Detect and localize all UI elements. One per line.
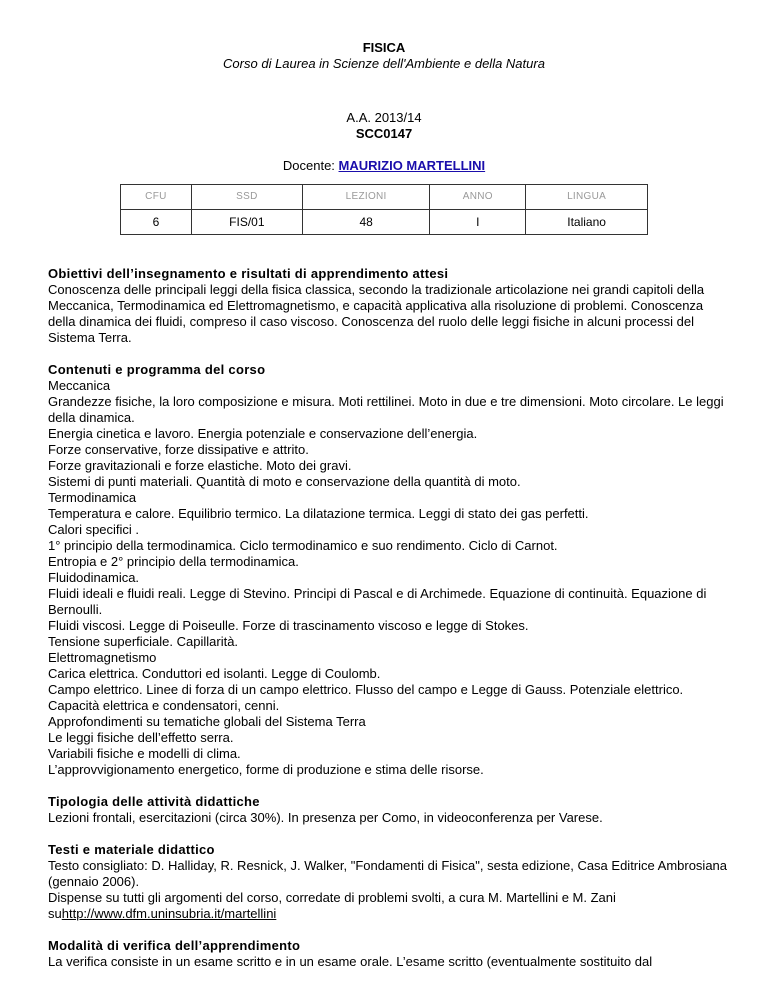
course-content: [48, 266, 728, 986]
section-tipologia: [48, 794, 728, 826]
section-verifica: [48, 938, 728, 970]
section-title: Modalità di verifica dell’apprendimento: [48, 938, 301, 953]
header-ssd: SSD: [191, 185, 302, 210]
section-body: [48, 378, 728, 778]
course-info-table: [120, 184, 648, 235]
section-title: Obiettivi dell’insegnamento e risultati di apprendimento attesi: [48, 266, 449, 281]
info-header-row: [121, 185, 648, 210]
program-line: Forze gravitazionali e forze elastiche. Moto dei gravi.: [48, 458, 352, 473]
section-text: Conoscenza delle principali leggi della fisica classica, secondo la tradizionale articolazione nei grandi capitoli della Meccanica, Termodinamica ed Elettromagnetismo, e capacità applicativa alla risoluzione di problemi. Conoscenza della dinamica dei fluidi, compreso il caso viscoso. Conoscenza del ruolo delle leggi fisiche in alcuni processi del Sistema Terra.: [48, 282, 705, 345]
docente-label: Docente:: [282, 158, 339, 173]
course-subtitle: Corso di Laurea in Scienze dell'Ambiente e della Natura: [223, 56, 545, 71]
header-cfu: CFU: [121, 185, 192, 210]
program-line: Meccanica: [48, 378, 111, 393]
program-line: Calori specifici .: [48, 522, 140, 537]
header-anno: ANNO: [430, 185, 526, 210]
section-text: Lezioni frontali, esercitazioni (circa 30%). In presenza per Como, in videoconferenza per Varese.: [48, 810, 603, 825]
program-line: Campo elettrico. Linee di forza di un campo elettrico. Flusso del campo e Legge di Gauss. Potenziale elettrico.: [48, 682, 684, 697]
header-lezioni: LEZIONI: [302, 185, 429, 210]
program-line: Forze conservative, forze dissipative e attrito.: [48, 442, 309, 457]
program-line: Fluidi ideali e fluidi reali. Legge di Stevino. Principi di Pascal e di Archimede. Equazione di continuità. Equazione di Bernoulli.: [48, 586, 707, 617]
section-title: Testi e materiale didattico: [48, 842, 215, 857]
martellini-link[interactable]: http://www.dfm.uninsubria.it/martellini: [61, 906, 277, 921]
program-line: Tensione superficiale. Capillarità.: [48, 634, 239, 649]
section-obiettivi: [48, 266, 728, 346]
section-text-link-line: [48, 890, 728, 922]
program-line: Fluidi viscosi. Legge di Poiseulle. Forze di trascinamento viscoso e legge di Stokes.: [48, 618, 529, 633]
program-line: Termodinamica: [48, 490, 137, 505]
course-meta: [0, 110, 768, 142]
program-line: Capacità elettrica e condensatori, cenni.: [48, 698, 280, 713]
section-title: Tipologia delle attività didattiche: [48, 794, 260, 809]
section-title: Contenuti e programma del corso: [48, 362, 266, 377]
program-line: Carica elettrica. Conduttori ed isolanti. Legge di Coulomb.: [48, 666, 381, 681]
program-line: Temperatura e calore. Equilibrio termico. La dilatazione termica. Leggi di stato dei gas perfetti.: [48, 506, 589, 521]
value-cfu: 6: [121, 210, 192, 235]
header-lingua: LINGUA: [526, 185, 648, 210]
value-lezioni: 48: [302, 210, 429, 235]
academic-year: A.A. 2013/14: [346, 110, 422, 125]
section-text: Dispense su tutti gli argomenti del corso, corredate di problemi svolti, a cura M. Martellini e M. Zani su: [48, 890, 616, 921]
info-value-row: [121, 210, 648, 235]
course-header: [0, 40, 768, 72]
program-line: Energia cinetica e lavoro. Energia potenziale e conservazione dell’energia.: [48, 426, 478, 441]
course-code: SCC0147: [355, 126, 413, 141]
section-text: La verifica consiste in un esame scritto e in un esame orale. L’esame scritto (eventualmente sostituito dal: [48, 954, 653, 969]
value-lingua: Italiano: [526, 210, 648, 235]
value-ssd: FIS/01: [191, 210, 302, 235]
course-title: FISICA: [362, 40, 406, 55]
program-line: Variabili fisiche e modelli di clima.: [48, 746, 241, 761]
docente-line: [0, 158, 768, 174]
program-line: Fluidodinamica.: [48, 570, 140, 585]
program-line: Sistemi di punti materiali. Quantità di moto e conservazione della quantità di moto.: [48, 474, 521, 489]
value-anno: I: [430, 210, 526, 235]
section-testi: [48, 842, 728, 922]
program-line: Entropia e 2° principio della termodinamica.: [48, 554, 299, 569]
program-line: Elettromagnetismo: [48, 650, 157, 665]
program-line: Approfondimenti su tematiche globali del Sistema Terra: [48, 714, 366, 729]
program-line: 1° principio della termodinamica. Ciclo termodinamico e suo rendimento. Ciclo di Carnot.: [48, 538, 558, 553]
docente-link[interactable]: MAURIZIO MARTELLINI: [338, 158, 486, 173]
program-line: Grandezze fisiche, la loro composizione e misura. Moti rettilinei. Moto in due e tre dimensioni. Moto circolare. Le leggi della dinamica.: [48, 394, 724, 425]
program-line: L’approvvigionamento energetico, forme di produzione e stima delle risorse.: [48, 762, 484, 777]
program-line: Le leggi fisiche dell’effetto serra.: [48, 730, 234, 745]
section-contenuti: [48, 362, 728, 778]
section-text: Testo consigliato: D. Halliday, R. Resnick, J. Walker, "Fondamenti di Fisica", sesta edizione, Casa Editrice Ambrosiana (gennaio 2006).: [48, 858, 728, 889]
